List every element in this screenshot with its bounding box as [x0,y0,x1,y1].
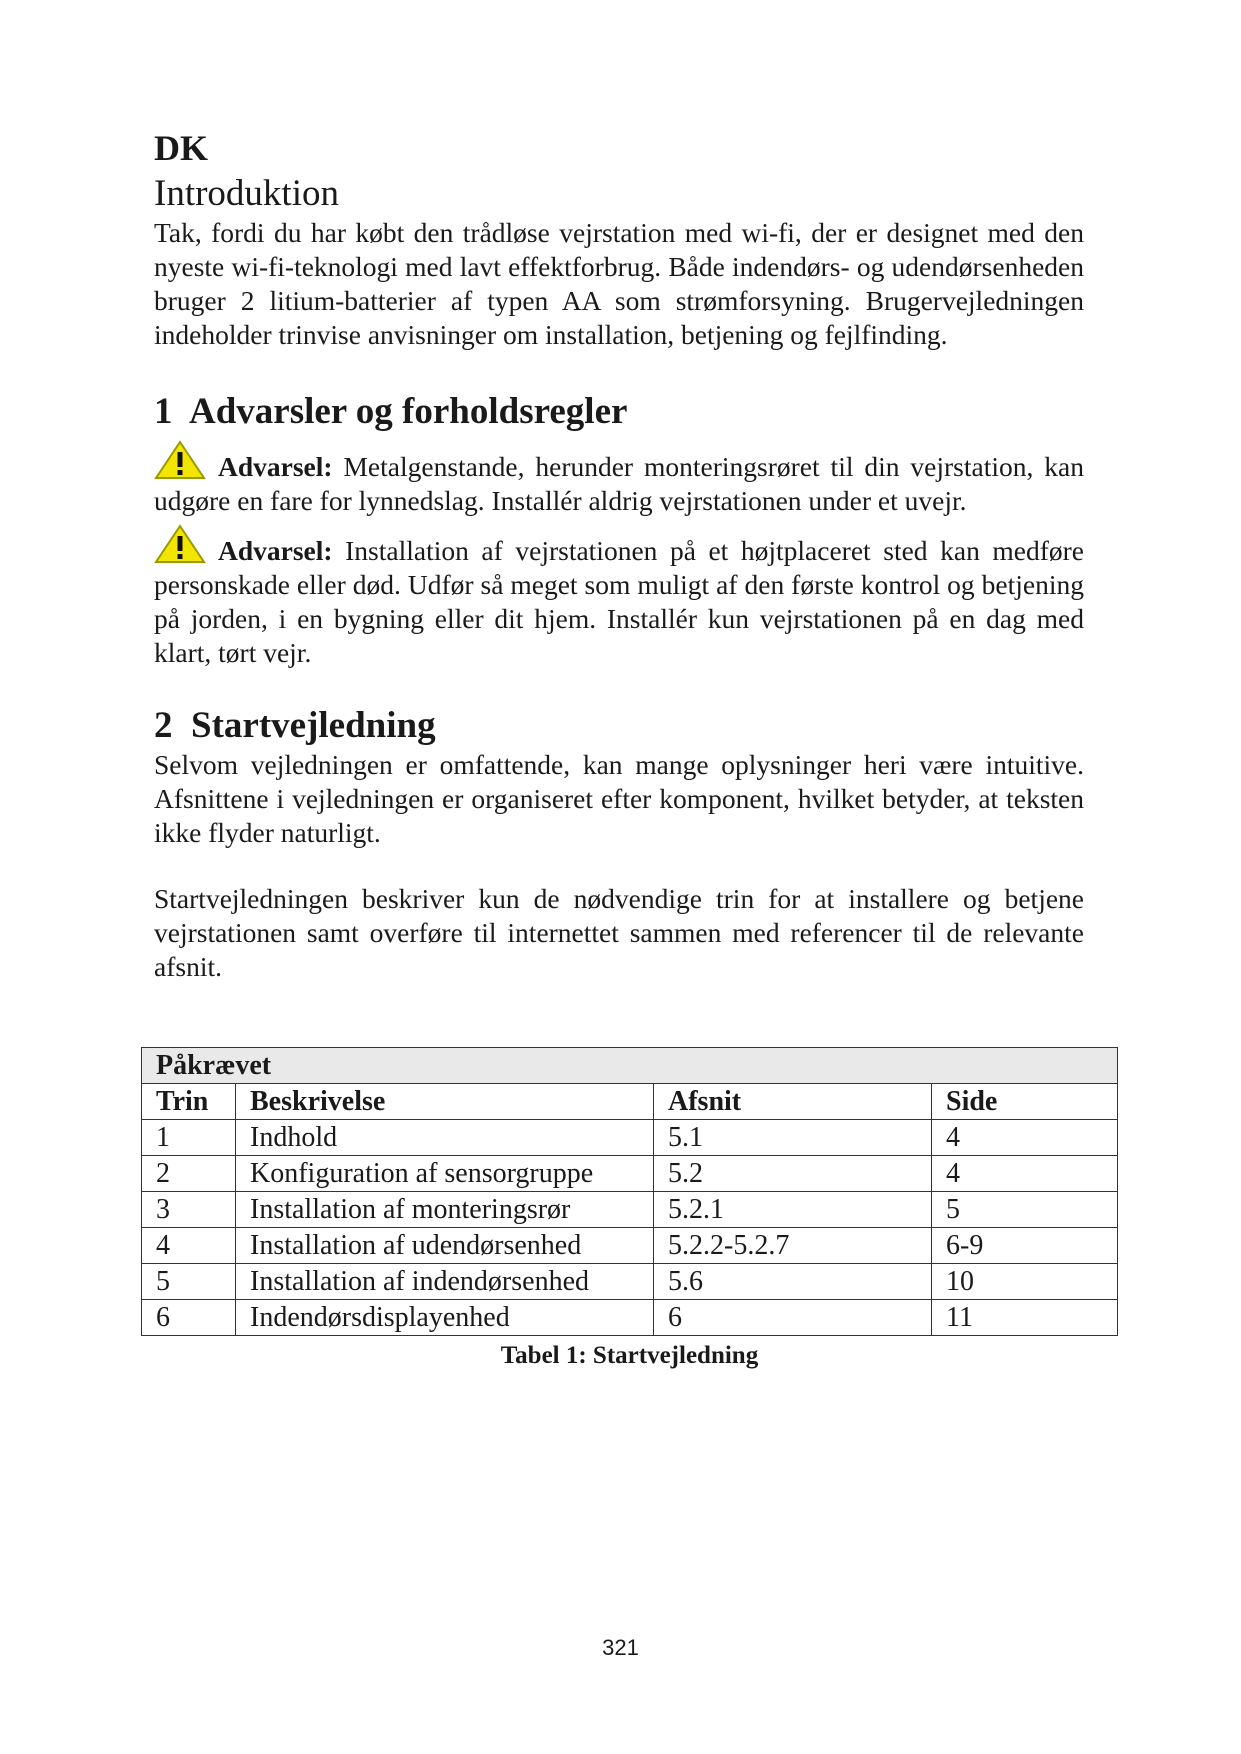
table-cell: 4 [932,1120,1118,1156]
table-cell: 5.6 [654,1264,932,1300]
column-header-side: Side [932,1084,1118,1120]
table-cell: 6 [654,1300,932,1336]
warning-2 [154,524,1084,670]
page-content [154,128,1084,984]
section-1-number: 1 [154,391,173,432]
table-cell: Installation af udendørsenhed [236,1228,654,1264]
table-cell: 4 [932,1156,1118,1192]
table-cell: 5.2.1 [654,1192,932,1228]
start-guide-table [141,1047,1118,1336]
table-row [142,1264,1118,1300]
table-header-row [142,1084,1118,1120]
table-cell: Konfiguration af sensorgruppe [236,1156,654,1192]
table-group-header: Påkrævet [142,1048,1118,1084]
table-row [142,1228,1118,1264]
table-row [142,1300,1118,1336]
table-row [142,1192,1118,1228]
section-2-paragraph-2: Startvejledningen beskriver kun de nødvendige trin for at installere og betjene vejrstationen samt overføre til internettet sammen med referencer til de relevante afsnit. [154,883,1084,982]
language-code: DK [154,128,208,168]
warning-2-text: Installation af vejrstationen på et højtplaceret sted kan medføre personskade eller død. Udfør så meget som muligt af den første kontrol og betjening på jorden, i en bygning eller dit hjem. Installér kun vejrstationen på en dag med klart, tørt vejr. [154,535,1084,668]
intro-title: Introduktion [154,173,339,214]
page-number: 321 [602,1635,639,1660]
section-2-heading [154,704,1084,748]
warning-2-label: Advarsel: [218,535,333,566]
table-cell: 5 [142,1264,236,1300]
intro-body: Tak, fordi du har købt den trådløse vejrstation med wi-fi, der er designet med den nyeste wi-fi-teknologi med lavt effektforbrug. Både indendørs- og udendørsenheden bruger 2 litium-batterier af typen AA som strømforsyning. Brugervejledningen indeholder trinvise anvisninger om installation, betjening og fejlfinding. [154,217,1084,350]
table-cell: 4 [142,1228,236,1264]
table-cell: Indhold [236,1120,654,1156]
table-cell: 11 [932,1300,1118,1336]
table-cell: 5.1 [654,1120,932,1156]
table-row [142,1120,1118,1156]
table-group-header-row [142,1048,1118,1084]
column-header-afsnit: Afsnit [654,1084,932,1120]
table-cell: 6 [142,1300,236,1336]
table-cell: Indendørsdisplayenhed [236,1300,654,1336]
table-cell: 5.2 [654,1156,932,1192]
table-row [142,1156,1118,1192]
table-cell: 1 [142,1120,236,1156]
table-cell: 5.2.2-5.2.7 [654,1228,932,1264]
warning-1 [154,440,1084,518]
table-cell: 5 [932,1192,1118,1228]
section-2-number: 2 [154,705,173,746]
section-2-title: Startvejledning [191,705,436,746]
column-header-trin: Trin [142,1084,236,1120]
section-2-paragraph-1: Selvom vejledningen er omfattende, kan mange oplysninger heri være intuitive. Afsnittene i vejledningen er organiseret efter komponent, hvilket betyder, at teksten ikke flyder naturligt. [154,749,1084,848]
column-header-beskrivelse: Beskrivelse [236,1084,654,1120]
table-cell: Installation af indendørsenhed [236,1264,654,1300]
warning-triangle-icon [154,524,206,564]
table-cell: 6-9 [932,1228,1118,1264]
warning-1-text: Metalgenstande, herunder monteringsrøret til din vejrstation, kan udgøre en fare for lynnedslag. Installér aldrig vejrstationen under et uvejr. [154,451,1084,516]
table-caption: Tabel 1: Startvejledning [500,1342,759,1369]
warning-1-label: Advarsel: [218,451,333,482]
warning-triangle-icon [154,440,206,480]
section-1-heading [154,390,1084,434]
table-cell: 3 [142,1192,236,1228]
section-1-title: Advarsler og forholdsregler [188,391,628,432]
table-cell: Installation af monteringsrør [236,1192,654,1228]
table-cell: 10 [932,1264,1118,1300]
table-cell: 2 [142,1156,236,1192]
